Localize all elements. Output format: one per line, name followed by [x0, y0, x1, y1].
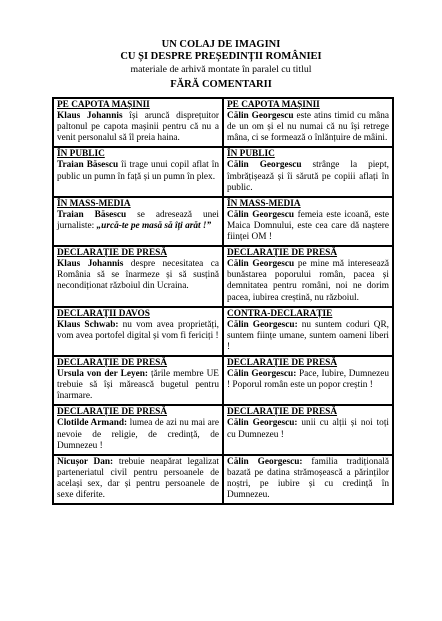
comparison-table — [52, 97, 394, 505]
cell-title: DECLARAȚIE DE PRESĂ — [227, 357, 338, 368]
person-name: Klaus Johannis — [57, 259, 124, 270]
cell-title: DECLARAȚIE DE PRESĂ — [57, 407, 168, 418]
cell-paragraph — [227, 418, 389, 440]
left-cell — [53, 246, 223, 306]
person-name: Klaus Johannis — [57, 111, 123, 122]
cell-text: despre necesitatea ca România să se înarmeze și să susțină necondiționat războiul din Ucraina. — [57, 259, 219, 292]
table-row — [53, 356, 393, 405]
cell-title: ÎN MASS-MEDIA — [227, 198, 301, 209]
quote-text: „urcă-te pe masă să îți arăt !” — [96, 220, 212, 231]
cell-paragraph — [227, 111, 389, 144]
person-name: Traian Băsescu — [57, 160, 119, 171]
cell-text: țările membre UE trebuie să își mărească bugetul pentru înarmare. — [57, 369, 219, 402]
table-row — [53, 455, 393, 504]
cell-title: DECLARAȚIE DE PRESĂ — [227, 248, 338, 259]
person-name: Clotilde Armand: — [57, 418, 128, 429]
cell-text: trebuie neapărat legalizat parteneriatul civil pentru persoanele de același sex, dar și pentru persoanele de sexe diferite. — [57, 456, 219, 500]
document-description: materiale de arhivă montate în paralel cu titlul — [130, 64, 312, 75]
right-cell — [223, 147, 393, 196]
table-row — [53, 98, 393, 147]
cell-title: CONTRA-DECLARAȚIE — [227, 308, 333, 319]
table-row — [53, 147, 393, 196]
left-cell — [53, 405, 223, 454]
cell-title: DECLARAȚIE DE PRESĂ — [57, 248, 168, 259]
right-cell — [223, 246, 393, 306]
cell-title: DECLARAȚII DAVOS — [57, 308, 150, 319]
cell-paragraph — [227, 160, 389, 193]
right-cell — [223, 197, 393, 246]
cell-title: ÎN MASS-MEDIA — [57, 198, 131, 209]
person-name: Klaus Schwab: — [57, 319, 119, 330]
cell-paragraph — [227, 457, 389, 501]
cell-paragraph — [57, 210, 219, 232]
cell-title: DECLARAȚIE DE PRESĂ — [227, 407, 338, 418]
person-name: Călin Georgescu: — [227, 319, 298, 330]
cell-paragraph — [57, 418, 219, 451]
cell-title: ÎN PUBLIC — [227, 149, 275, 160]
left-cell — [53, 98, 223, 147]
person-name: Călin Georgescu: — [227, 456, 303, 467]
cell-text: nu vom avea proprietăți, vom avea portofel digital și vom fi fericiți ! — [57, 319, 219, 341]
cell-paragraph — [57, 111, 219, 144]
cell-text: lumea de azi nu mai are nevoie de religie, de credință, de Dumnezeu ! — [57, 418, 219, 451]
left-cell — [53, 307, 223, 356]
left-cell — [53, 147, 223, 196]
table-row — [53, 246, 393, 306]
cell-text: îi trage unui copil aflat în public un pumn în față și un pumn în plex. — [57, 160, 219, 182]
cell-text: strânge la piept, îmbrățișează și îi sărută pe copiii aflați în public. — [227, 160, 389, 193]
right-cell — [223, 405, 393, 454]
cell-text: pe mine mă interesează bunăstarea poporului român, pacea și demnitatea pentru români, noi ne dorim pacea, iubirea creștină, nu războiul. — [227, 259, 389, 303]
table-row — [53, 405, 393, 454]
person-name: Călin Georgescu: — [227, 369, 297, 380]
cell-paragraph — [227, 210, 389, 243]
cell-paragraph — [57, 320, 219, 342]
cell-text: unii cu alții și noi toți cu Dumnezeu ! — [227, 418, 389, 440]
left-cell — [53, 455, 223, 504]
cell-text: este atins timid cu mâna de un om și el nu numai că nu își retrege mâna, ci se formează o înlănțuire de mâini. — [227, 111, 389, 144]
table-row — [53, 197, 393, 246]
cell-text: se adresează unei jurnaliste: — [57, 209, 219, 231]
right-cell — [223, 455, 393, 504]
cell-text: Pace, Iubire, Dumnezeu ! Poporul român este un popor creștin ! — [227, 369, 389, 391]
person-name: Călin Georgescu — [227, 160, 302, 171]
person-name: Călin Georgescu: — [227, 418, 298, 429]
cell-title: PE CAPOTA MAȘINII — [57, 100, 150, 110]
cell-paragraph — [57, 259, 219, 292]
person-name: Traian Băsescu — [57, 209, 127, 220]
cell-paragraph — [227, 369, 389, 391]
person-name: Călin Georgescu — [227, 259, 295, 270]
cell-paragraph — [227, 259, 389, 303]
person-name: Călin Georgescu — [227, 209, 295, 220]
right-cell — [223, 307, 393, 356]
right-cell — [223, 98, 393, 147]
person-name: Călin Georgescu — [227, 111, 294, 122]
right-cell — [223, 356, 393, 405]
table-row — [53, 307, 393, 356]
document-title: UN COLAJ DE IMAGINI — [161, 39, 281, 50]
cell-title: ÎN PUBLIC — [57, 149, 105, 160]
document-motto: FĂRĂ COMENTARII — [170, 79, 272, 90]
cell-text: nu suntem coduri QR, suntem ființe umane, suntem oameni liberi ! — [227, 319, 389, 352]
cell-title: DECLARAȚIE DE PRESĂ — [57, 357, 168, 368]
person-name: Ursula von der Leyen: — [57, 369, 148, 380]
document-subtitle: CU ȘI DESPRE PREȘEDINȚII ROMÂNIEI — [120, 51, 322, 62]
cell-paragraph — [227, 320, 389, 353]
cell-text: își aruncă disprețuitor paltonul pe capota mașinii pentru că nu a venit personalul să îl preia haina. — [57, 111, 219, 144]
cell-paragraph — [57, 457, 219, 501]
cell-text: femeia este icoană, este Maica Domnului, este cea care dă naștere ființei OM ! — [227, 209, 389, 243]
person-name: Nicușor Dan: — [57, 456, 114, 467]
left-cell — [53, 356, 223, 405]
cell-paragraph — [57, 369, 219, 402]
cell-paragraph — [57, 160, 219, 182]
cell-text: familia tradițională bazată pe datina strămoșească a părinților noștri, pe iubire și cu credință în Dumnezeu. — [227, 456, 389, 500]
left-cell — [53, 197, 223, 246]
cell-title: PE CAPOTA MAȘINII — [227, 100, 320, 110]
